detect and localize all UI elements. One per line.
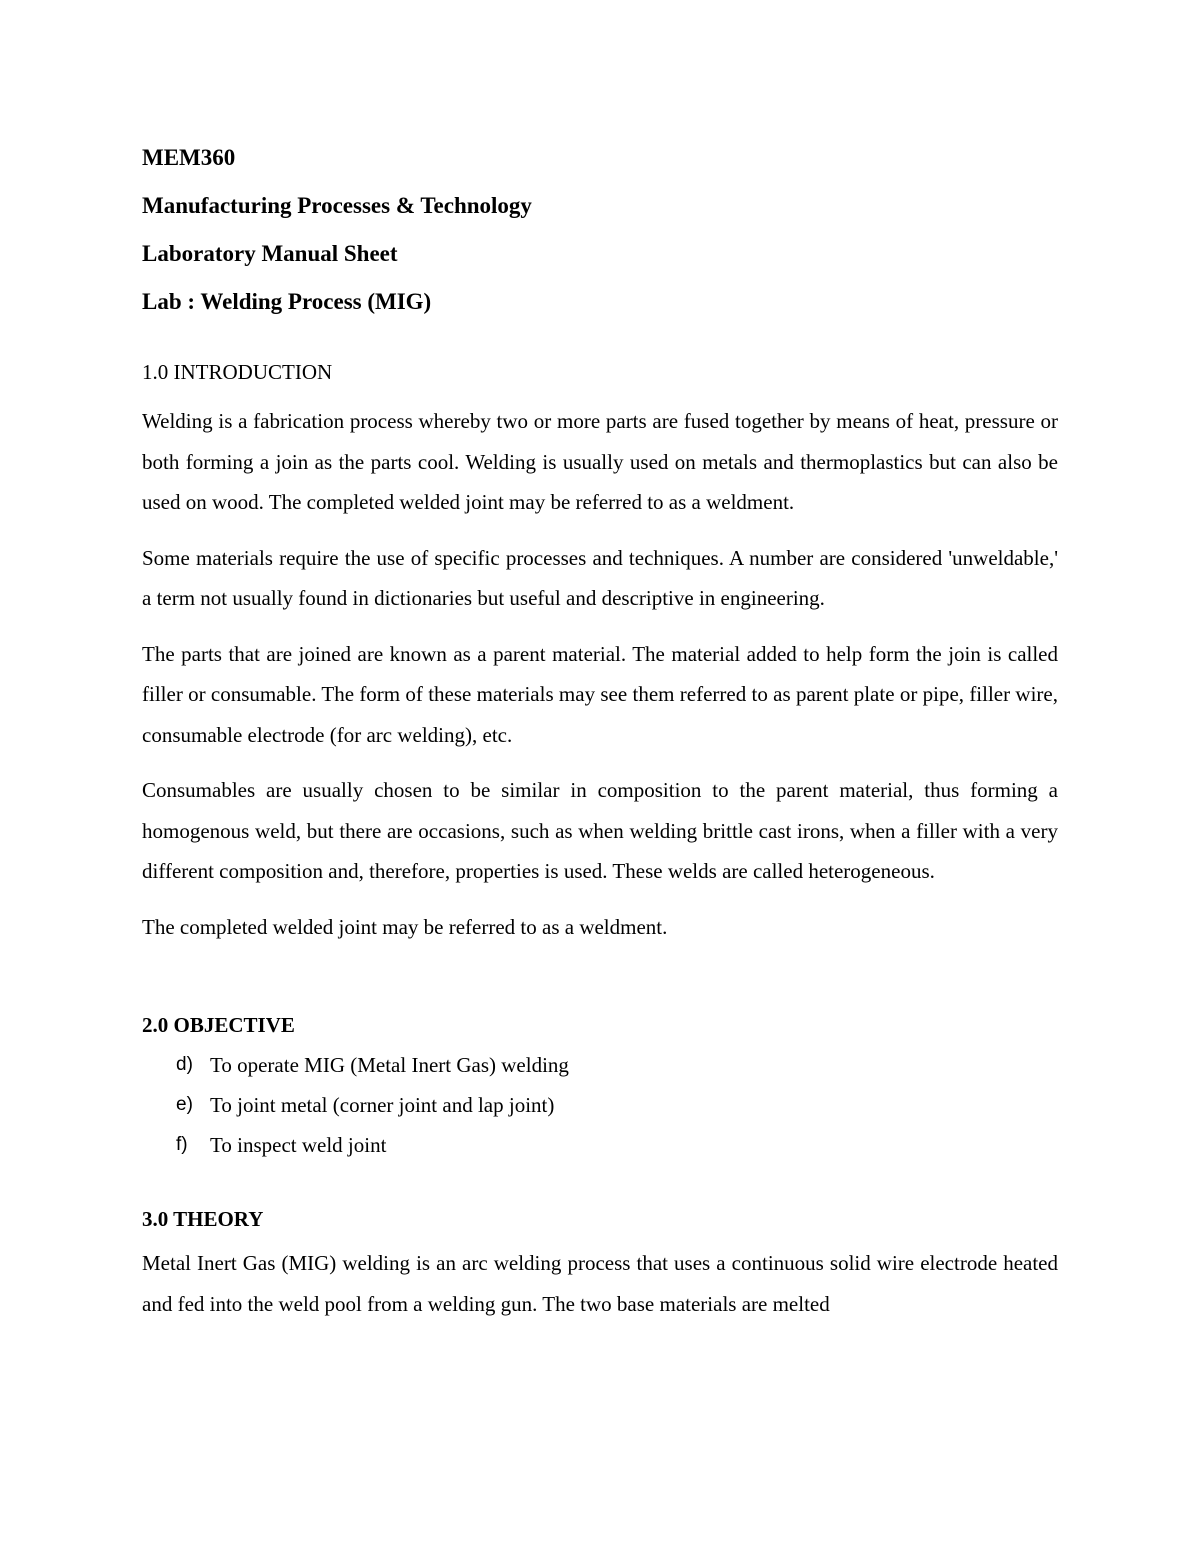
list-marker: d)	[176, 1054, 193, 1075]
objective-item	[142, 1085, 1058, 1125]
objective-heading: 2.0 OBJECTIVE	[142, 1013, 295, 1037]
course-code: MEM360	[142, 145, 236, 170]
introduction-paragraph: Welding is a fabrication process whereby two or more parts are fused together by means of heat, pressure or both forming a join as the parts cool. Welding is usually used on metals and thermoplastics but can also be used on wood. The completed welded joint may be referred to as a weldment.	[142, 409, 1058, 514]
sheet-type: Laboratory Manual Sheet	[142, 241, 398, 266]
objective-text: To inspect weld joint	[210, 1133, 387, 1157]
objective-list	[142, 1045, 1058, 1165]
theory-section	[142, 1203, 1058, 1324]
section-spacer	[142, 1165, 1058, 1203]
theory-heading: 3.0 THEORY	[142, 1207, 264, 1231]
introduction-paragraph: Some materials require the use of specific processes and techniques. A number are considered 'unweldable,' a term not usually found in dictionaries but useful and descriptive in engineering.	[142, 545, 1058, 610]
section-spacer	[142, 962, 1058, 1009]
introduction-paragraph: The completed welded joint may be referred to as a weldment.	[142, 914, 668, 939]
theory-paragraph: Metal Inert Gas (MIG) welding is an arc welding process that uses a continuous solid wire electrode heated and fed into the weld pool from a welding gun. The two base materials are melted	[142, 1251, 1058, 1316]
introduction-section	[142, 356, 1058, 947]
introduction-heading: 1.0 INTRODUCTION	[142, 360, 333, 384]
objective-item	[142, 1045, 1058, 1085]
introduction-paragraph: Consumables are usually chosen to be similar in composition to the parent material, thus forming a homogenous weld, but there are occasions, such as when welding brittle cast irons, when a filler with a very different composition and, therefore, properties is used. These welds are called heterogeneous.	[142, 778, 1058, 883]
objective-text: To joint metal (corner joint and lap joint)	[210, 1093, 555, 1117]
list-marker: e)	[176, 1094, 193, 1115]
objective-text: To operate MIG (Metal Inert Gas) welding	[210, 1053, 569, 1077]
introduction-paragraph: The parts that are joined are known as a parent material. The material added to help form the join is called filler or consumable. The form of these materials may see them referred to as parent plate or pipe, filler wire, consumable electrode (for arc welding), etc.	[142, 641, 1058, 747]
document-header	[142, 142, 1062, 334]
course-title: Manufacturing Processes & Technology	[142, 193, 532, 218]
objective-section	[142, 1009, 1058, 1165]
document-body	[142, 356, 1058, 1324]
lab-title: Lab : Welding Process (MIG)	[142, 289, 432, 314]
list-marker: f)	[176, 1134, 188, 1155]
objective-item	[142, 1125, 1058, 1165]
